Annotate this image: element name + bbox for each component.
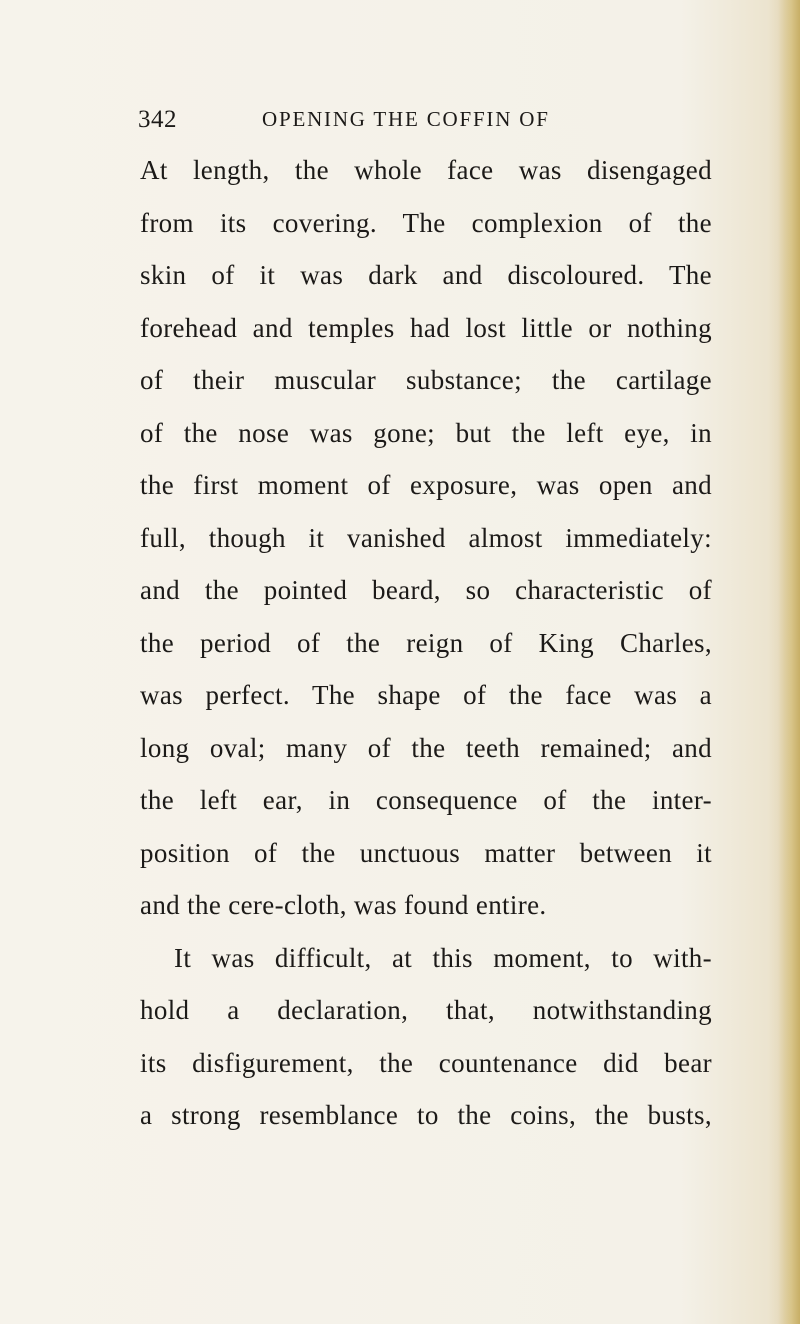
- text-line: of the nose was gone; but the left eye, in: [140, 417, 712, 448]
- text-line: was perfect. The shape of the face was a: [140, 680, 712, 710]
- text-line: its disfigurement, the countenance did bear: [140, 1047, 712, 1078]
- text-line: long oval; many of the teeth remained; and: [140, 732, 712, 763]
- body-text: [140, 144, 712, 1142]
- paragraph-start-line: It was difficult, at this moment, to with-: [174, 942, 712, 973]
- text-line: and the pointed beard, so characteristic of: [140, 575, 712, 605]
- text-line: of their muscular substance; the cartilage: [140, 365, 712, 395]
- text-line: from its covering. The complexion of the: [140, 207, 712, 238]
- text-line: a strong resemblance to the coins, the busts,: [140, 1100, 712, 1130]
- text-line: position of the unctuous matter between it: [140, 837, 712, 868]
- running-head: [138, 106, 698, 136]
- text-line: skin of it was dark and discoloured. The: [140, 260, 712, 290]
- text-line: full, though it vanished almost immediately:: [140, 522, 712, 553]
- text-line: the period of the reign of King Charles,: [140, 627, 712, 658]
- text-line: At length, the whole face was disengaged: [140, 155, 712, 185]
- text-line: hold a declaration, that, notwithstanding: [140, 995, 712, 1025]
- running-title: OPENING THE COFFIN OF: [262, 107, 550, 131]
- paragraph-end-line: and the cere-cloth, was found entire.: [140, 890, 547, 920]
- text-line: forehead and temples had lost little or nothing: [140, 312, 712, 343]
- page-number: 342: [138, 106, 177, 133]
- text-line: the left ear, in consequence of the inter-: [140, 785, 712, 815]
- page-edge-stain: [778, 0, 800, 1324]
- text-line: the first moment of exposure, was open and: [140, 470, 712, 500]
